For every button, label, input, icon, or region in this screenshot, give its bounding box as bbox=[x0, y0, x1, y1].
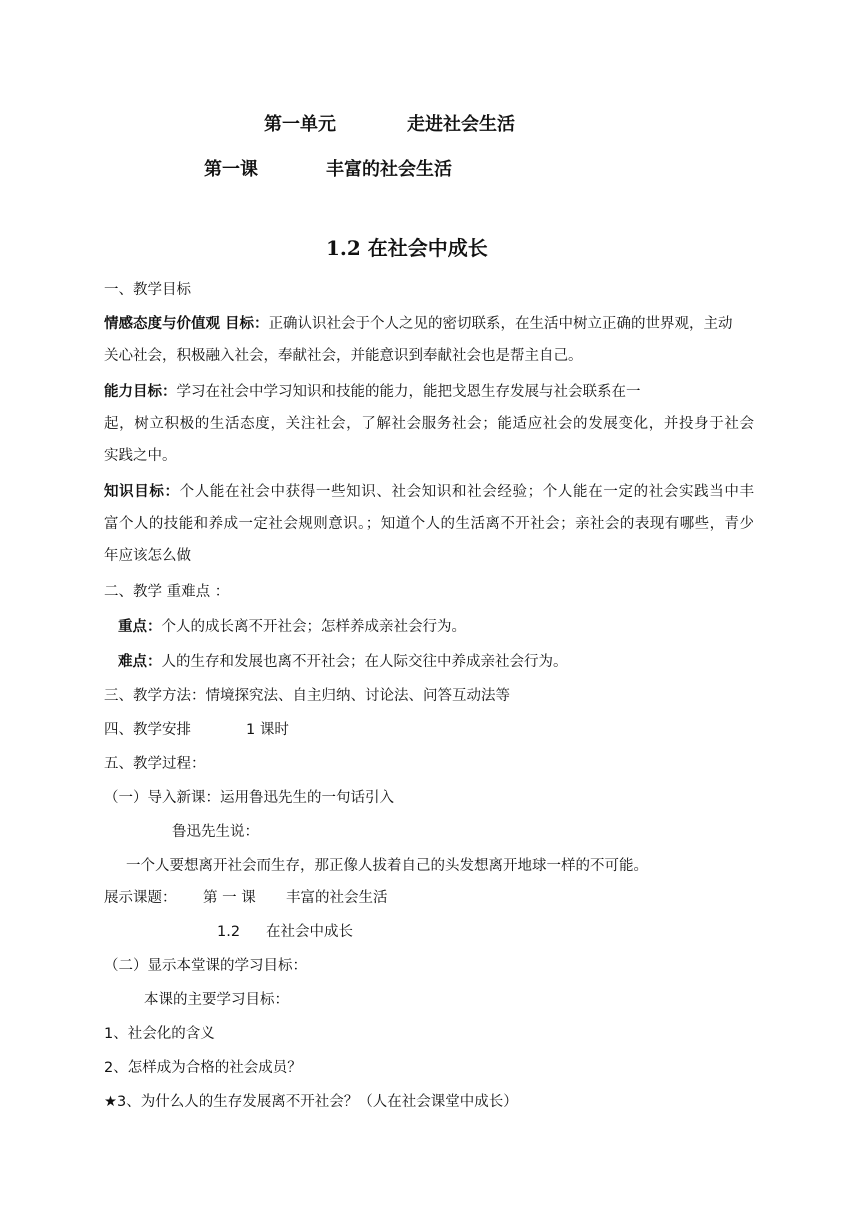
goals-intro: 本课的主要学习目标： bbox=[144, 992, 289, 1008]
show-section-number: 1.2 bbox=[217, 924, 241, 940]
unit-number: 第一单元 bbox=[264, 114, 336, 135]
s2-title-part2: 重难点 ： bbox=[162, 584, 230, 600]
emotion-goal-label: 情感态度与价值观 目标： bbox=[104, 316, 269, 332]
key-point-label: 重点： bbox=[118, 619, 162, 635]
goal-item-1 bbox=[104, 1024, 215, 1044]
knowledge-goal-label: 知识目标： bbox=[104, 484, 180, 500]
intro-quote: 一个人要想离开社会而生存，那正像人拔着自己的头发想离开地球一样的不可能。 bbox=[126, 858, 648, 874]
goal-1-text: 、社会化的含义 bbox=[113, 1026, 215, 1042]
s4-label: 四、教学安排 bbox=[104, 722, 191, 738]
s1-title: 一、教学目标 bbox=[104, 282, 191, 298]
show-section-title: 在社会中成长 bbox=[266, 924, 353, 940]
knowledge-goal-line2: 富个人的技能和养成一定社会规则意识。；知道个人的生活离不开社会；亲社会的表现有哪些，青少 bbox=[104, 516, 754, 532]
difficult-point bbox=[118, 652, 568, 672]
s2-title-part1: 二、教学 bbox=[104, 584, 162, 600]
lesson-title: 丰富的社会生活 bbox=[326, 159, 452, 180]
difficult-point-text: 人的生存和发展也离不开社会；在人际交往中养成亲社会行为。 bbox=[161, 654, 568, 670]
ability-goal-line3: 实践之中。 bbox=[104, 448, 177, 464]
show-lesson-number: 第 一 课 bbox=[203, 890, 256, 906]
ability-goal-text1: 学习在社会中学习知识和技能的能力，能把戈恩生存发展与社会联系在一 bbox=[176, 384, 641, 400]
show-lesson-title: 丰富的社会生活 bbox=[286, 890, 388, 906]
emotion-goal-line2: 关心社会，积极融入社会，奉献社会，并能意识到奉献社会也是帮主自己。 bbox=[104, 348, 583, 364]
goal-2-number: 2 bbox=[104, 1060, 114, 1076]
s5-title: 五、教学过程： bbox=[104, 756, 206, 772]
key-point bbox=[118, 617, 466, 637]
goal-2-text: 、怎样成为合格的社会成员？ bbox=[113, 1060, 302, 1076]
goals-title: （二）显示本堂课的学习目标： bbox=[104, 958, 307, 974]
knowledge-goal-text1: 个人能在社会中获得一些知识、社会知识和社会经验；个人能在一定的社会实践当中丰 bbox=[179, 484, 754, 500]
s2-title bbox=[104, 582, 229, 602]
goal-1-number: 1 bbox=[104, 1026, 114, 1042]
ability-goal-line2: 起，树立积极的生活态度，关注社会，了解社会服务社会；能适应社会的发展变化，并投身于社会 bbox=[104, 416, 754, 432]
emotion-goal-text1: 正确认识社会于个人之见的密切联系，在生活中树立正确的世界观，主动 bbox=[268, 316, 733, 332]
s4-value: 1 课时 bbox=[246, 722, 289, 738]
ability-goal-label: 能力目标： bbox=[104, 384, 177, 400]
show-topic-label: 展示课题： bbox=[104, 890, 177, 906]
s3-methods: 三、教学方法：情境探究法、自主归纳、讨论法、问答互动法等 bbox=[104, 688, 510, 704]
goal-item-3 bbox=[104, 1092, 518, 1112]
section-title: 1.2 在社会中成长 bbox=[326, 236, 488, 260]
intro-speaker: 鲁迅先生说： bbox=[172, 824, 259, 840]
knowledge-goal-line3: 年应该怎么做 bbox=[104, 548, 191, 564]
intro-title: （一）导入新课：运用鲁迅先生的一句话引入 bbox=[104, 790, 394, 806]
goal-item-2 bbox=[104, 1058, 302, 1078]
goal-3-text: 、为什么人的生存发展离不开社会？（人在社会课堂中成长） bbox=[126, 1094, 518, 1110]
knowledge-goal-line1 bbox=[104, 482, 754, 502]
lesson-number: 第一课 bbox=[204, 159, 258, 180]
emotion-goal-line1 bbox=[104, 314, 733, 334]
goal-3-number: ★3 bbox=[104, 1094, 127, 1110]
unit-title: 走进社会生活 bbox=[407, 114, 515, 135]
difficult-point-label: 难点： bbox=[118, 654, 162, 670]
key-point-text: 个人的成长离不开社会；怎样养成亲社会行为。 bbox=[161, 619, 466, 635]
ability-goal-line1 bbox=[104, 382, 641, 402]
